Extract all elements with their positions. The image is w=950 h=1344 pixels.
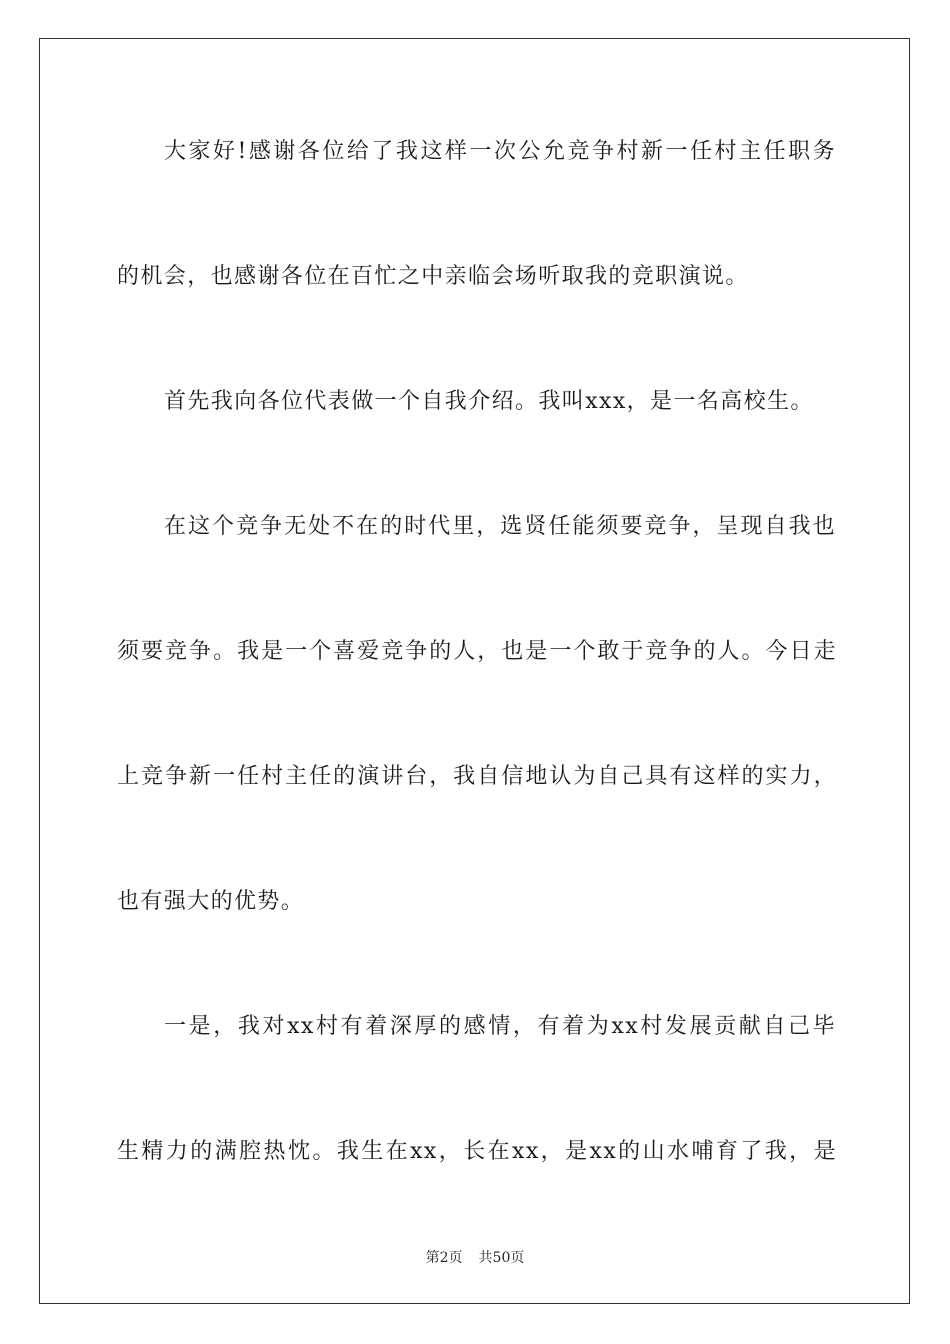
page-border [39, 38, 910, 1304]
page-total: 共50页 [478, 1250, 525, 1266]
paragraph-line: 在这个竞争无处不在的时代里，选贤任能须要竞争，呈现自我也 [164, 514, 836, 539]
paragraph-line: 须要竞争。我是一个喜爱竞争的人，也是一个敢于竞争的人。今日走 [117, 639, 837, 664]
paragraph-line: 上竞争新一任村主任的演讲台，我自信地认为自己具有这样的实力， [117, 764, 837, 789]
paragraph-line: 首先我向各位代表做一个自我介绍。我叫xxx，是一名高校生。 [164, 389, 814, 414]
paragraph-line: 大家好!感谢各位给了我这样一次公允竞争村新一任村主任职务 [164, 139, 836, 164]
page-footer [0, 1249, 950, 1267]
paragraph-line: 一是，我对xx村有着深厚的感情，有着为xx村发展贡献自己毕 [164, 1014, 836, 1039]
paragraph-line: 也有强大的优势。 [117, 889, 305, 914]
paragraph-line: 生精力的满腔热忱。我生在xx，长在xx，是xx的山水哺育了我，是 [117, 1139, 837, 1164]
paragraph-line: 的机会，也感谢各位在百忙之中亲临会场听取我的竞职演说。 [117, 264, 749, 289]
page-number: 第2页 [425, 1250, 463, 1266]
